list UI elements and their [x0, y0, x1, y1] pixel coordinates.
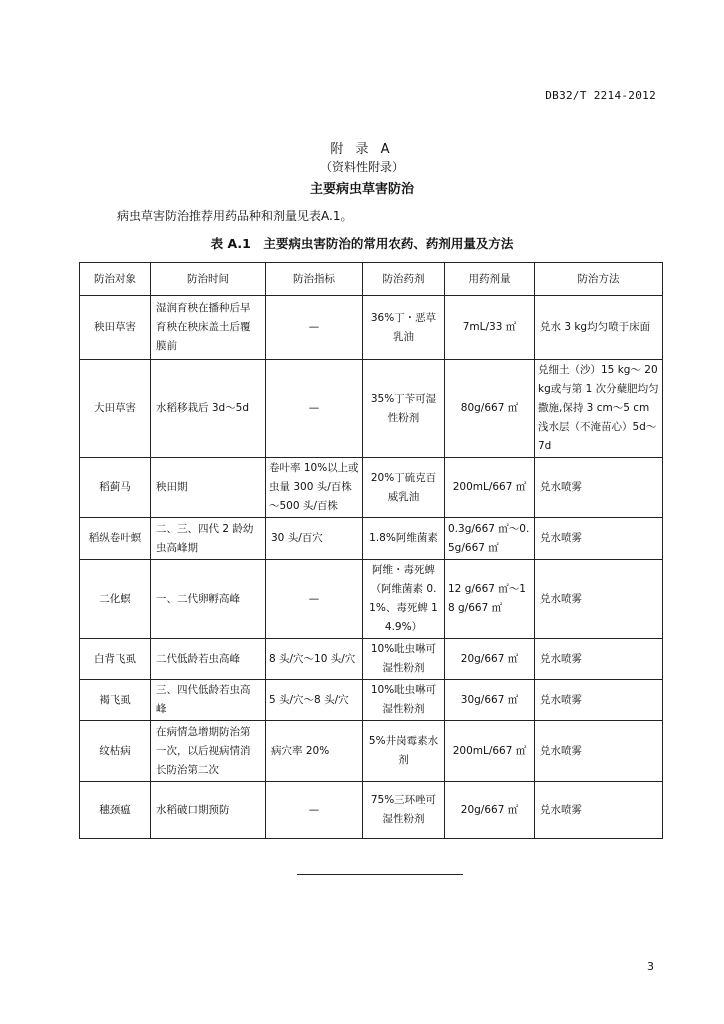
footer-rule — [297, 874, 463, 875]
table-row — [80, 721, 663, 782]
cell-time: 秧田期 — [151, 458, 266, 518]
table-header-row — [80, 263, 663, 296]
appendix-title: 附 录 A — [330, 142, 394, 157]
header-threshold: 防治指标 — [266, 263, 363, 296]
appendix-heading: 主要病虫草害防治 — [309, 182, 414, 197]
header-time: 防治时间 — [151, 263, 266, 296]
cell-time: 三、四代低龄若虫高峰 — [151, 680, 266, 721]
cell-dosage: 200mL/667 ㎡ — [445, 458, 535, 518]
appendix-nature: （资料性附录） — [319, 160, 404, 174]
cell-threshold: — — [266, 296, 363, 360]
cell-dosage: 20g/667 ㎡ — [445, 782, 535, 839]
cell-pesticide: 阿维・毒死蜱（阿维菌素 0.1%、毒死蜱 14.9%） — [363, 560, 445, 639]
cell-pesticide: 36%丁・恶草乳油 — [363, 296, 445, 360]
cell-target: 大田草害 — [80, 360, 151, 458]
cell-method: 兑水喷雾 — [535, 458, 663, 518]
table-row — [80, 639, 663, 680]
table-row — [80, 680, 663, 721]
cell-method: 兑细土（沙）15 kg～ 20 kg或与第 1 次分蘖肥均匀撒施,保持 3 cm～5 cm浅水层（不淹苗心）5d～7d — [535, 360, 663, 458]
cell-method: 兑水喷雾 — [535, 518, 663, 560]
standard-code: DB32/T 2214-2012 — [545, 89, 656, 102]
cell-target: 稻纵卷叶螟 — [80, 518, 151, 560]
cell-threshold: 病穴率 20% — [266, 721, 363, 782]
cell-pesticide: 20%丁硫克百威乳油 — [363, 458, 445, 518]
table-caption: 表 A.1 主要病虫害防治的常用农药、药剂用量及方法 — [210, 236, 514, 251]
cell-method: 兑水喷雾 — [535, 721, 663, 782]
cell-target: 穗颈瘟 — [80, 782, 151, 839]
table-header — [80, 263, 663, 296]
pest-control-table — [79, 262, 663, 839]
cell-target: 褐飞虱 — [80, 680, 151, 721]
cell-method: 兑水喷雾 — [535, 680, 663, 721]
cell-method: 兑水喷雾 — [535, 639, 663, 680]
cell-method: 兑水喷雾 — [535, 560, 663, 639]
cell-time: 一、二代卵孵高峰 — [151, 560, 266, 639]
cell-pesticide: 10%吡虫啉可湿性粉剂 — [363, 680, 445, 721]
cell-pesticide: 5%井岗霉素水剂 — [363, 721, 445, 782]
cell-time: 在病情急增期防治第一次，以后视病情消长防治第二次 — [151, 721, 266, 782]
table-row — [80, 360, 663, 458]
cell-threshold: — — [266, 560, 363, 639]
cell-threshold: 5 头/穴～8 头/穴 — [266, 680, 363, 721]
cell-dosage: 80g/667 ㎡ — [445, 360, 535, 458]
cell-pesticide: 75%三环唑可湿性粉剂 — [363, 782, 445, 839]
cell-method: 兑水喷雾 — [535, 782, 663, 839]
table-row — [80, 560, 663, 639]
cell-dosage: 20g/667 ㎡ — [445, 639, 535, 680]
table-row — [80, 782, 663, 839]
cell-method: 兑水 3 kg均匀喷于床面 — [535, 296, 663, 360]
table-row — [80, 518, 663, 560]
table-row — [80, 296, 663, 360]
header-pesticide: 防治药剂 — [363, 263, 445, 296]
cell-time: 湿润育秧在播种后早育秧在秧床盖土后覆膜前 — [151, 296, 266, 360]
page-number: 3 — [647, 960, 654, 973]
cell-dosage: 200mL/667 ㎡ — [445, 721, 535, 782]
intro-paragraph: 病虫草害防治推荐用药品种和剂量见表A.1。 — [117, 209, 353, 223]
cell-threshold: — — [266, 782, 363, 839]
cell-target: 白背飞虱 — [80, 639, 151, 680]
cell-pesticide: 10%吡虫啉可湿性粉剂 — [363, 639, 445, 680]
cell-dosage: 12 g/667 ㎡～18 g/667 ㎡ — [445, 560, 535, 639]
header-method: 防治方法 — [535, 263, 663, 296]
cell-time: 水稻移栽后 3d～5d — [151, 360, 266, 458]
cell-threshold: 30 头/百穴 — [266, 518, 363, 560]
cell-threshold: 8 头/穴～10 头/穴 — [266, 639, 363, 680]
table-row — [80, 458, 663, 518]
cell-threshold: — — [266, 360, 363, 458]
cell-pesticide: 1.8%阿维菌素 — [363, 518, 445, 560]
cell-target: 二化螟 — [80, 560, 151, 639]
header-target: 防治对象 — [80, 263, 151, 296]
cell-threshold: 卷叶率 10%以上或虫量 300 头/百株～500 头/百株 — [266, 458, 363, 518]
header-dosage: 用药剂量 — [445, 263, 535, 296]
cell-target: 纹枯病 — [80, 721, 151, 782]
cell-time: 水稻破口期预防 — [151, 782, 266, 839]
cell-dosage: 7mL/33 ㎡ — [445, 296, 535, 360]
cell-time: 二、三、四代 2 龄幼虫高峰期 — [151, 518, 266, 560]
cell-dosage: 0.3g/667 ㎡～0.5g/667 ㎡ — [445, 518, 535, 560]
cell-target: 秧田草害 — [80, 296, 151, 360]
cell-dosage: 30g/667 ㎡ — [445, 680, 535, 721]
cell-time: 二代低龄若虫高峰 — [151, 639, 266, 680]
cell-target: 稻蓟马 — [80, 458, 151, 518]
cell-pesticide: 35%丁苄可湿性粉剂 — [363, 360, 445, 458]
